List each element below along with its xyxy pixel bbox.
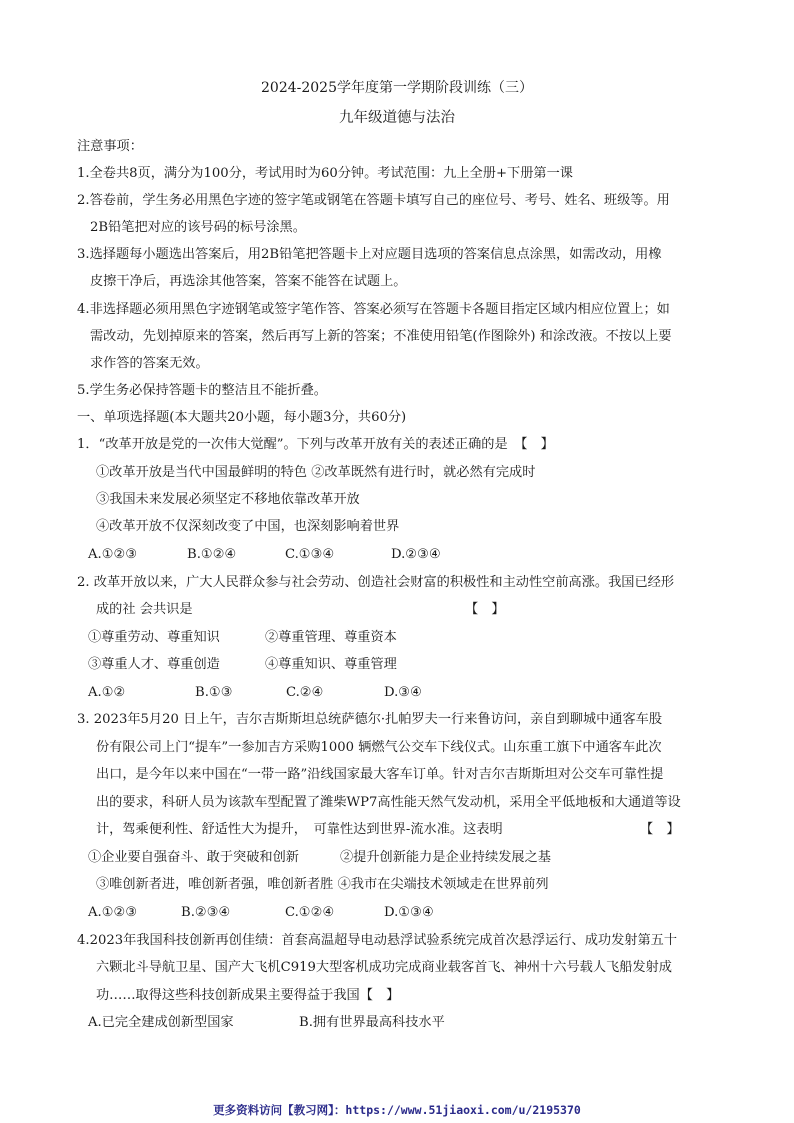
option-d: D.①③④ (384, 905, 434, 920)
question-3-statement-1: ①企业要自强奋斗、敢于突破和创新 (88, 850, 299, 865)
question-2-statement-3: ③尊重人才、尊重创造 (88, 657, 220, 672)
question-2-stem-line-1: 2. 改革开放以来，广大人民群众参与社会劳动、创造社会财富的积极性和主动性空前高涨。我国已经形 (77, 575, 675, 590)
question-2-stem-line-2: 成的社 会共识是 (96, 602, 193, 617)
answer-bracket: 【 】 (465, 602, 505, 617)
note-4-line-1: 4.非选择题必须用黑色字迹钢笔或签字笔作答、答案必须写在答题卡各题目指定区域内相应位置上；如 (77, 302, 670, 317)
section-heading: 一、单项选择题(本大题共20小题，每小题3分，共60分) (77, 410, 407, 425)
option-c: C.②④ (286, 685, 324, 700)
subject-title: 九年级道德与法治 (339, 110, 455, 126)
note-3-line-1: 3.选择题每小题选出答案后，用2B铅笔把答题卡上对应题目选项的答案信息点涂黑，如需改动，用橡 (77, 247, 662, 262)
question-1-statement-1-2: ①改革开放是当代中国最鲜明的特色 ②改革既然有进行时，就必然有完成时 (96, 465, 536, 480)
note-2-line-1: 2.答卷前，学生务必用黑色字迹的签字笔或钢笔在答题卡填写自己的座位号、考号、姓名、班级等。用 (77, 193, 670, 208)
option-a: A.①②③ (88, 547, 138, 562)
question-3-line-4: 出的要求，科研人员为该款车型配置了潍柴WP7高性能天然气发动机，采用全平低地板和大通道等设 (96, 795, 681, 810)
question-3-line-1: 3. 2023年5月20 日上午，吉尔吉斯斯坦总统萨德尔·扎帕罗夫一行来鲁访问，亲自到聊城中通客车股 (77, 712, 663, 727)
question-1-statement-3: ③我国未来发展必须坚定不移地依靠改革开放 (96, 492, 360, 507)
option-a: A.①② (88, 685, 126, 700)
option-a: A.①②③ (88, 905, 138, 920)
note-4-line-3: 求作答的答案无效。 (90, 356, 209, 371)
question-3-statement-3-4: ③唯创新者进，唯创新者强，唯创新者胜 ④我市在尖端技术领域走在世界前列 (96, 877, 549, 892)
option-c: C.①②④ (285, 905, 335, 920)
exam-title: 2024-2025学年度第一学期阶段训练（三） (261, 80, 533, 96)
question-2-statement-1: ①尊重劳动、尊重知识 (88, 630, 220, 645)
option-b: B.②③④ (181, 905, 231, 920)
question-1-stem: 1．“改革开放是党的一次伟大觉醒”。下列与改革开放有关的表述正确的是 【 】 (77, 437, 554, 452)
question-3-line-2: 份有限公司上门“提车”一参加吉方采购1000 辆燃气公交车下线仪式。山东重工旗下中通客车此次 (96, 740, 662, 755)
question-3-line-3: 出口，是今年以来中国在“一带一路”沿线国家最大客车订单。针对吉尔吉斯斯坦对公交车可靠性提 (96, 767, 664, 782)
question-4-line-3: 功……取得这些科技创新成果主要得益于我国【 】 (96, 988, 400, 1003)
option-d: D.③④ (384, 685, 422, 700)
question-4-line-1: 4.2023年我国科技创新再创佳绩：首套高温超导电动悬浮试验系统完成首次悬浮运行、成功发射第五十 (77, 933, 678, 948)
note-2-line-2: 2B铅笔把对应的该号码的标号涂黑。 (90, 220, 306, 235)
question-2-statement-4: ④尊重知识、尊重管理 (265, 657, 397, 672)
question-2-statement-2: ②尊重管理、尊重资本 (265, 630, 397, 645)
option-a: A.已完全建成创新型国家 (88, 1015, 234, 1030)
option-b: B.①②④ (187, 547, 237, 562)
question-1-statement-4: ④改革开放不仅深刻改变了中国，也深刻影响着世界 (96, 519, 400, 534)
option-b: B.①③ (195, 685, 233, 700)
option-d: D.②③④ (391, 547, 441, 562)
note-5: 5.学生务必保持答题卡的整洁且不能折叠。 (77, 383, 327, 398)
note-3-line-2: 皮擦干净后，再选涂其他答案，答案不能答在试题上。 (90, 274, 407, 289)
notes-heading: 注意事项： (77, 139, 143, 154)
question-3-line-5: 计，驾乘便利性、舒适性大为提升， 可靠性达到世界-流水准。这表明 (96, 822, 503, 837)
option-c: C.①③④ (285, 547, 335, 562)
footer-link[interactable]: 更多资料访问【教习网】：https://www.51jiaoxi.com/u/2195370 (213, 1103, 581, 1117)
option-b: B.拥有世界最高科技水平 (299, 1015, 445, 1030)
answer-bracket: 【 】 (640, 822, 680, 837)
question-3-statement-2: ②提升创新能力是企业持续发展之基 (340, 850, 551, 865)
question-4-line-2: 六颗北斗导航卫星、国产大飞机C919大型客机成功完成商业载客首飞、神州十六号载人飞船发射成 (96, 960, 672, 975)
note-4-line-2: 需改动，先划掉原来的答案，然后再写上新的答案；不准使用铅笔(作图除外) 和涂改液。不按以上要 (90, 329, 672, 344)
note-1: 1.全卷共8页，满分为100分，考试用时为60分钟。考试范围：九上全册+下册第一课 (77, 166, 573, 181)
